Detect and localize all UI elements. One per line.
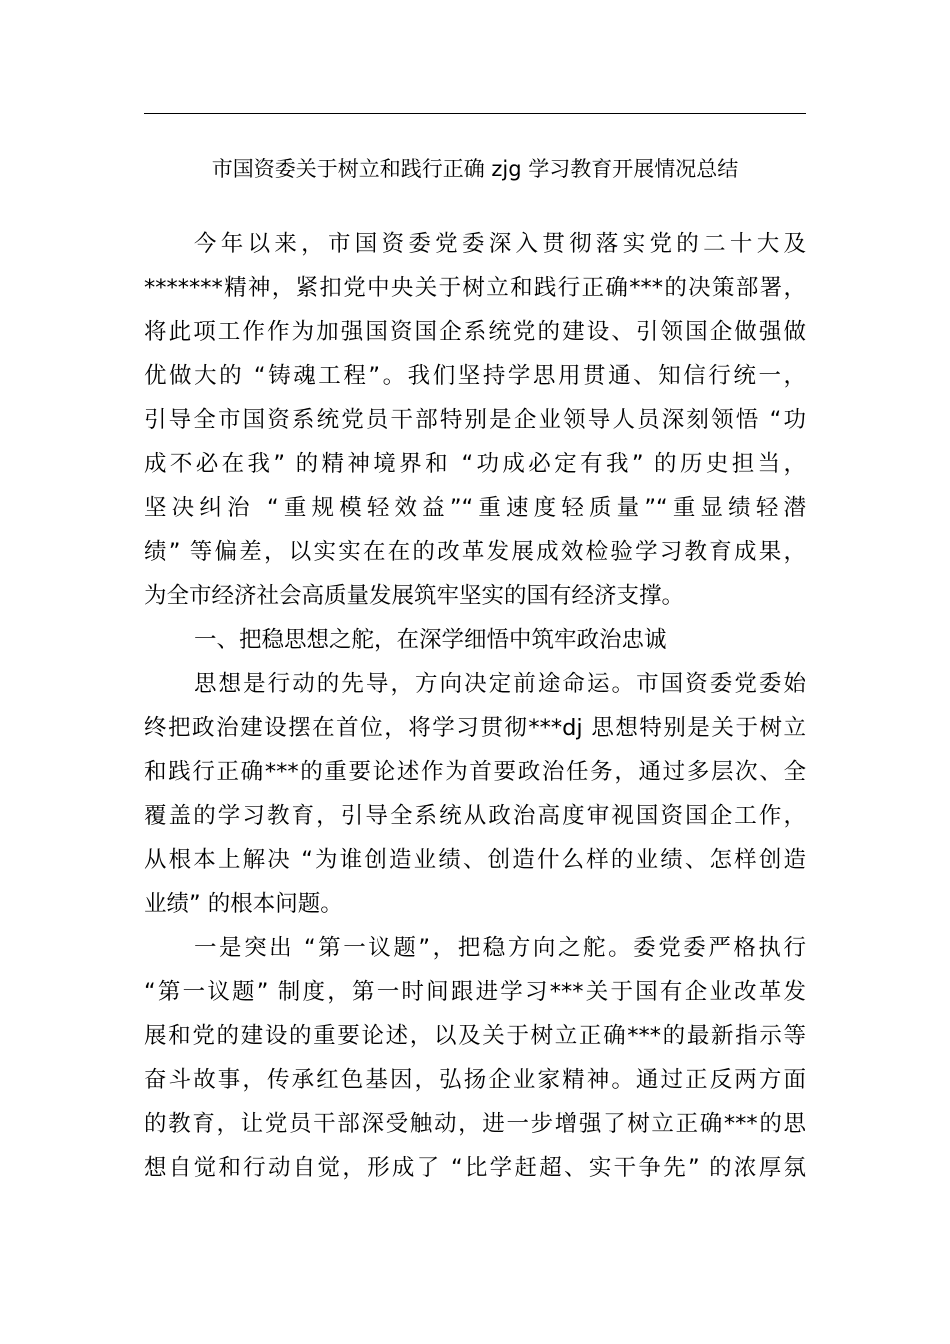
paragraph-line: 优做大的 “铸魂工程”。我们坚持学思用贯通、知信行统一，: [144, 363, 806, 389]
paragraph-line: 成不必在我” 的精神境界和 “功成必定有我” 的历史担当，: [144, 451, 806, 477]
paragraph-line: 想自觉和行动自觉，形成了 “比学赶超、实干争先” 的浓厚氛: [144, 1155, 806, 1181]
header-rule: [144, 113, 806, 114]
paragraph-line: 为全市经济社会高质量发展筑牢坚实的国有经济支撑。: [144, 583, 685, 609]
paragraph-line: 从根本上解决 “为谁创造业绩、创造什么样的业绩、怎样创造: [144, 847, 806, 873]
paragraph-line: 思想是行动的先导，方向决定前途命运。市国资委党委始: [194, 671, 806, 697]
paragraph-line: 绩” 等偏差，以实实在在的改革发展成效检验学习教育成果，: [144, 539, 806, 565]
paragraph-line: 的教育，让党员干部深受触动，进一步增强了树立正确***的思: [144, 1111, 806, 1137]
section-heading: 一、把稳思想之舵，在深学细悟中筑牢政治忠诚: [194, 627, 667, 653]
paragraph-line: 将此项工作作为加强国资国企系统党的建设、引领国企做强做: [144, 319, 806, 345]
paragraph-line: 终把政治建设摆在首位，将学习贯彻***dj 思想特别是关于树立: [144, 715, 806, 741]
paragraph-line: *******精神，紧扣党中央关于树立和践行正确***的决策部署，: [144, 275, 806, 301]
paragraph-line: 引导全市国资系统党员干部特别是企业领导人员深刻领悟 “功: [144, 407, 806, 433]
paragraph-line: 一是突出 “第一议题”，把稳方向之舵。委党委严格执行: [194, 935, 806, 961]
document-title: 市国资委关于树立和践行正确 zjg 学习教育开展情况总结: [211, 157, 739, 181]
paragraph-line: 展和党的建设的重要论述，以及关于树立正确***的最新指示等: [144, 1023, 806, 1049]
paragraph-line: 覆盖的学习教育，引导全系统从政治高度审视国资国企工作，: [144, 803, 806, 829]
paragraph-line: 坚决纠治 “重规模轻效益”“重速度轻质量”“重显绩轻潜: [144, 495, 806, 521]
paragraph-line: 今年以来，市国资委党委深入贯彻落实党的二十大及: [194, 231, 806, 257]
paragraph-line: 业绩” 的根本问题。: [144, 891, 343, 917]
paragraph-line: “第一议题” 制度，第一时间跟进学习***关于国有企业改革发: [144, 979, 806, 1005]
paragraph-line: 奋斗故事，传承红色基因，弘扬企业家精神。通过正反两方面: [144, 1067, 806, 1093]
paragraph-line: 和践行正确***的重要论述作为首要政治任务，通过多层次、全: [144, 759, 806, 785]
